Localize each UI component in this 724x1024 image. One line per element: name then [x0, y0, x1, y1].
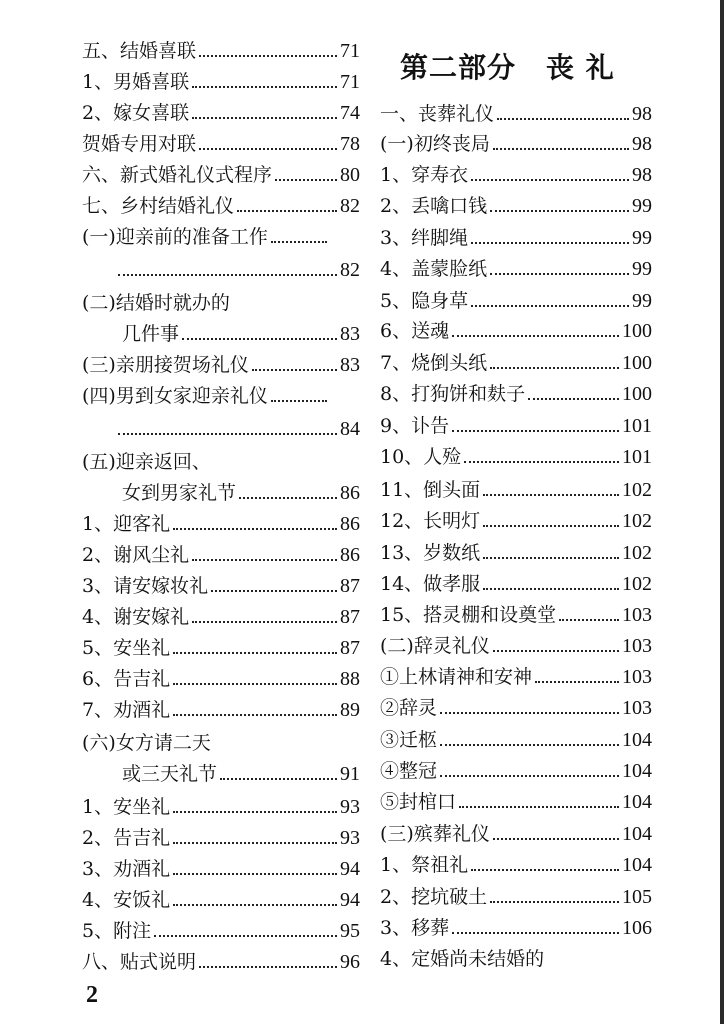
- toc-entry: 12、长明灯 102: [380, 510, 652, 532]
- toc-entry: ②辞灵 103: [380, 697, 652, 719]
- toc-entry: 6、告吉礼 88: [82, 668, 360, 690]
- toc-entry: 五、结婚喜联 71: [82, 40, 360, 62]
- toc-entry: 10、人殓 101: [380, 446, 652, 468]
- toc-entry-continuation: 82: [82, 252, 360, 282]
- toc-entry: 六、新式婚礼仪式程序 80: [82, 164, 360, 186]
- toc-entry: (二)结婚时就办的: [82, 292, 230, 314]
- toc-entry: 5、安坐礼 87: [82, 637, 360, 659]
- toc-entry-continuation: 84: [82, 411, 360, 441]
- toc-entry: 7、烧倒头纸 100: [380, 352, 652, 374]
- toc-entry: 2、谢风尘礼 86: [82, 544, 360, 566]
- toc-entry: 3、请安嫁妆礼 87: [82, 575, 360, 597]
- toc-entry: 1、男婚喜联 71: [82, 71, 360, 93]
- toc-entry: 八、贴式说明 96: [82, 951, 360, 973]
- toc-entry: ⑤封棺口 104: [380, 791, 652, 813]
- toc-entry: 8、打狗饼和麸子 100: [380, 383, 652, 405]
- toc-entry: 女到男家礼节 86: [122, 482, 360, 504]
- toc-entry: 2、丢噙口钱 99: [380, 195, 652, 217]
- toc-entry: 1、穿寿衣 98: [380, 164, 652, 186]
- toc-entry: 11、倒头面 102: [380, 479, 652, 501]
- toc-entry: 或三天礼节 91: [122, 763, 360, 785]
- section-heading: 第二部分 丧 礼: [400, 51, 615, 84]
- toc-entry: 15、搭灵棚和设奠堂 103: [380, 604, 652, 626]
- toc-entry: 2、嫁女喜联 74: [82, 102, 360, 124]
- toc-entry: 13、岁数纸 102: [380, 542, 652, 564]
- toc-entry: (六)女方请二天: [82, 732, 211, 754]
- toc-entry: 4、安饭礼 94: [82, 889, 360, 911]
- toc-entry: 3、劝酒礼 94: [82, 858, 360, 880]
- toc-entry: 1、安坐礼 93: [82, 796, 360, 818]
- toc-entry: (一)迎亲前的准备工作: [82, 219, 330, 249]
- toc-entry: 6、送魂 100: [380, 320, 652, 342]
- toc-entry: 14、做孝服 102: [380, 573, 652, 595]
- page-number: 2: [86, 982, 98, 1008]
- toc-entry: 1、迎客礼 86: [82, 513, 360, 535]
- toc-entry: 4、谢安嫁礼 87: [82, 606, 360, 628]
- toc-entry: (四)男到女家迎亲礼仪: [82, 378, 330, 408]
- toc-entry: 4、定婚尚未结婚的: [380, 948, 545, 970]
- toc-entry: 七、乡村结婚礼仪 82: [82, 195, 360, 217]
- toc-entry: (三)亲朋接贺场礼仪 83: [82, 354, 360, 376]
- toc-entry: 5、附注 95: [82, 920, 360, 942]
- page-edge-shadow: [720, 0, 724, 1024]
- toc-entry: 5、隐身草 99: [380, 290, 652, 312]
- toc-entry: 2、挖坑破土 105: [380, 886, 652, 908]
- toc-entry: (一)初终丧局 98: [380, 133, 652, 155]
- toc-entry: ④整冠 104: [380, 760, 652, 782]
- toc-entry: ①上林请神和安神 103: [380, 666, 652, 688]
- toc-entry: 9、讣告 101: [380, 415, 652, 437]
- toc-entry: 几件事 83: [122, 323, 360, 345]
- toc-entry: 3、绊脚绳 99: [380, 227, 652, 249]
- toc-entry: 4、盖蒙脸纸 99: [380, 258, 652, 280]
- toc-entry: 3、移葬 106: [380, 917, 652, 939]
- toc-entry: 1、祭祖礼 104: [380, 854, 652, 876]
- toc-entry: 7、劝酒礼 89: [82, 699, 360, 721]
- toc-entry: 贺婚专用对联 78: [82, 133, 360, 155]
- toc-entry: 一、丧葬礼仪 98: [380, 103, 652, 125]
- toc-entry: (三)殡葬礼仪 104: [380, 823, 652, 845]
- toc-entry: 2、告吉礼 93: [82, 827, 360, 849]
- toc-entry: (二)辞灵礼仪 103: [380, 635, 652, 657]
- toc-entry: ③迁柩 104: [380, 729, 652, 751]
- toc-entry: (五)迎亲返回、: [82, 451, 211, 473]
